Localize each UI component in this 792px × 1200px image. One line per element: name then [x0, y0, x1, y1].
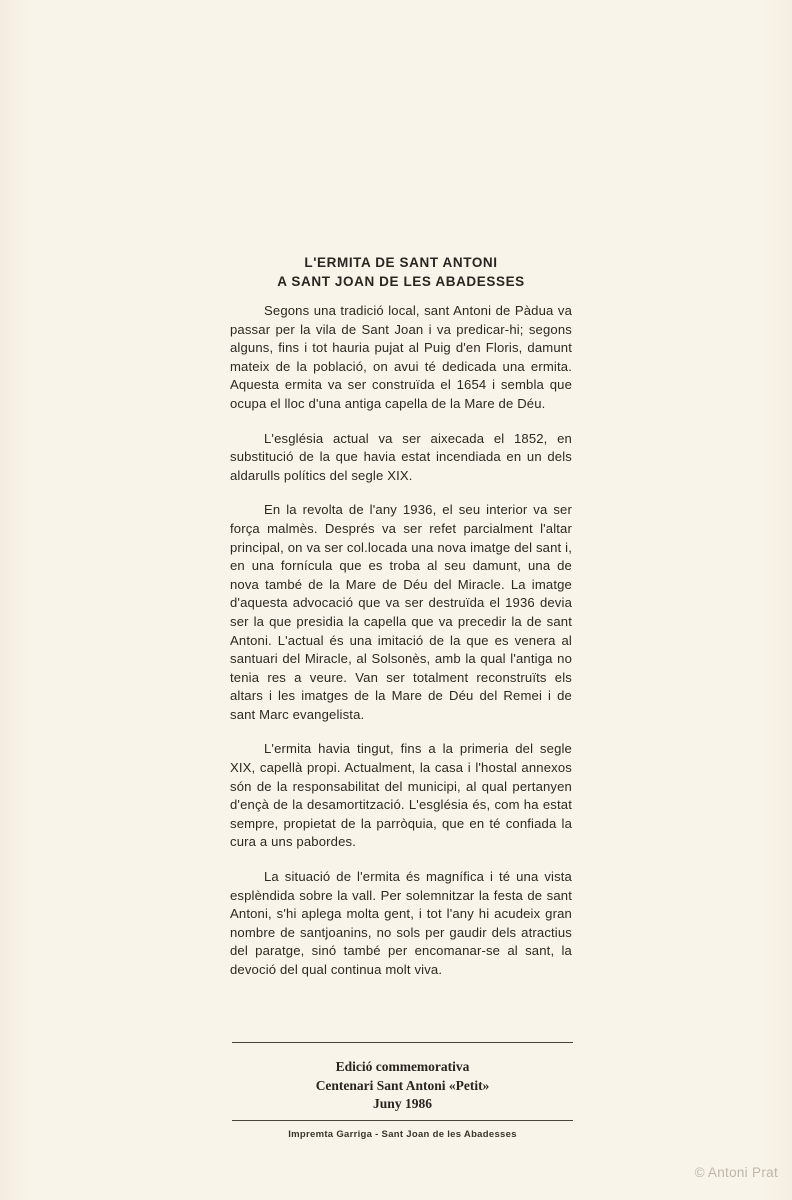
- watermark-text: Antoni Prat: [707, 1165, 778, 1180]
- paragraph-1: Segons una tradició local, sant Antoni de Pàdua va passar per la vila de Sant Joan i va predicar-hi; segons alguns, fins i tot hauria pujat al Puig d'en Floris, damunt mateix de la població, on avui té dedicada una ermita. Aquesta ermita va ser construïda el 1654 i sembla que ocupa el lloc d'una antiga capella de la Mare de Déu.: [230, 303, 572, 411]
- paragraph-5: La situació de l'ermita és magnífica i té una vista esplèndida sobre la vall. Per solemnitzar la festa de sant Antoni, s'hi aplega molta gent, i tot l'any hi acudeix gran nombre de santjoanins, no sols per gaudir dels atractius del paratge, sinó també per encomanar-se al sant, la devoció del qual continua molt viva.: [230, 869, 572, 977]
- colophon: [232, 1058, 573, 1114]
- title-line-2: A SANT JOAN DE LES ABADESSES: [277, 274, 525, 289]
- watermark: [695, 1165, 778, 1180]
- paragraph-3: En la revolta de l'any 1936, el seu interior va ser força malmès. Després va ser refet parcialment l'altar principal, on va ser col.locada una nova imatge del sant i, en una fornícula que es troba al seu damunt, una de nova també de la Mare de Déu del Miracle. La imatge d'aquesta advocació que va ser destruïda el 1936 devia ser la que presidia la capella que va precedir la de sant Antoni. L'actual és una imitació de la que es venera al santuari del Miracle, al Solsonès, amb la qual l'antiga no tenia res a veure. Van ser totalment reconstruïts els altars i les imatges de la Mare de Déu del Remei i de sant Marc evangelista.: [230, 502, 572, 722]
- copyright-icon: ©: [694, 1165, 705, 1180]
- printer-credit: Impremta Garriga - Sant Joan de les Abadesses: [288, 1129, 517, 1140]
- colophon-top-rule: [232, 1042, 573, 1043]
- colophon-line-2: Centenari Sant Antoni «Petit»: [315, 1077, 490, 1093]
- title-line-1: L'ERMITA DE SANT ANTONI: [304, 255, 498, 270]
- paragraph-2: L'església actual va ser aixecada el 1852, en substitució de la que havia estat incendiada en un dels aldarulls polítics del segle XIX.: [230, 430, 572, 483]
- paragraph-4: L'ermita havia tingut, fins a la primeria del segle XIX, capellà propi. Actualment, la casa i l'hostal annexos són de la responsabilitat del municipi, al qual pertanyen d'ençà de la desamortització. L'església és, com ha estat sempre, propietat de la parròquia, que en té confiada la cura a uns pabordes.: [230, 741, 572, 850]
- document-title: [230, 253, 572, 291]
- colophon-line-1: Edició commemorativa: [335, 1059, 470, 1074]
- colophon-line-3: Juny 1986: [373, 1096, 432, 1111]
- colophon-bottom-rule: [232, 1120, 573, 1121]
- body-text: [230, 302, 572, 996]
